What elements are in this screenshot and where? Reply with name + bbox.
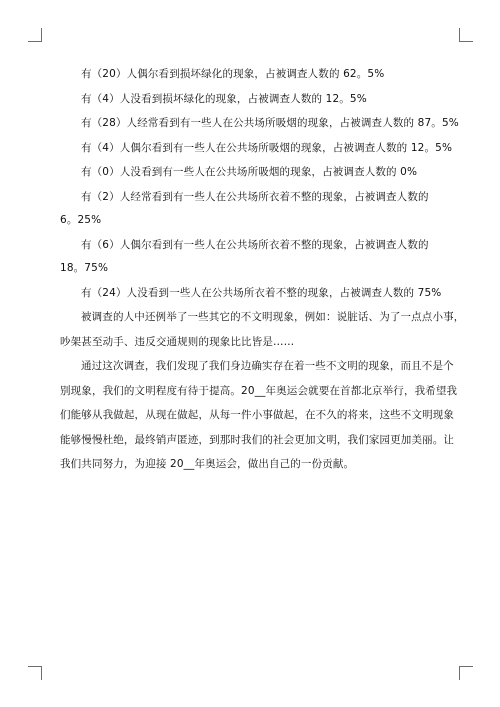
conclusion-line-3: 们能够从我做起，从现在做起，从每一件小事做起，在不久的将来，这些不文明现象 [60,409,455,421]
survey-line-untidy-never: 有（24）人没看到一些人在公共场所衣着不整的现象，占被调查人数的 75% [81,286,442,299]
conclusion-line-2: 别现象，我们的文明程度有待于提高。20__年奥运会就要在首都北京举行，我希望我 [60,384,458,397]
survey-line-smoking-occasional: 有（4）人偶尔看到有一些人在公共场所吸烟的现象，占被调查人数的 12。5% [81,141,453,154]
crop-mark-top-left [28,28,42,42]
conclusion-line-1: 通过这次调查，我们发现了我们身边确实存在着一些不文明的现象，而且不是个 [81,360,454,372]
survey-line-untidy-often: 有（2）人经常看到有一些人在公共场所衣着不整的现象，占被调查人数的 [81,190,429,203]
crop-mark-bottom-left [28,666,42,680]
survey-line-smoking-never: 有（0）人没看到有一些人在公共场所吸烟的现象，占被调查人数的 0% [81,166,418,178]
crop-mark-bottom-right [459,666,473,680]
survey-line-damage-occasional: 有（20）人偶尔看到损坏绿化的现象，占被调查人数的 62。5% [81,68,385,80]
crop-mark-top-right [459,28,473,42]
conclusion-line-5: 我们共同努力，为迎接 20__年奥运会，做出自己的一份贡献。 [60,458,355,470]
other-examples-line-1: 被调查的人中还例举了一些其它的不文明现象，例如：说脏话、为了一点点小事， [81,311,465,323]
survey-line-untidy-occasional: 有（6）人偶尔看到有一些人在公共场所衣着不整的现象，占被调查人数的 [81,238,429,251]
conclusion-line-4: 能够慢慢杜绝，最终销声匿迹，到那时我们的社会更加文明，我们家园更加美丽。让 [60,433,455,446]
document-body [60,68,465,483]
survey-line-smoking-often: 有（28）人经常看到有一些人在公共场所吸烟的现象，占被调查人数的 87。5% [81,117,459,129]
survey-line-untidy-often-cont: 6。25% [60,214,102,226]
other-examples-line-2: 吵架甚至动手、违反交通规则的现象比比皆是…… [60,335,295,348]
survey-line-untidy-occasional-cont: 18。75% [60,262,109,274]
survey-line-damage-never: 有（4）人没看到损坏绿化的现象，占被调查人数的 12。5% [81,92,367,105]
